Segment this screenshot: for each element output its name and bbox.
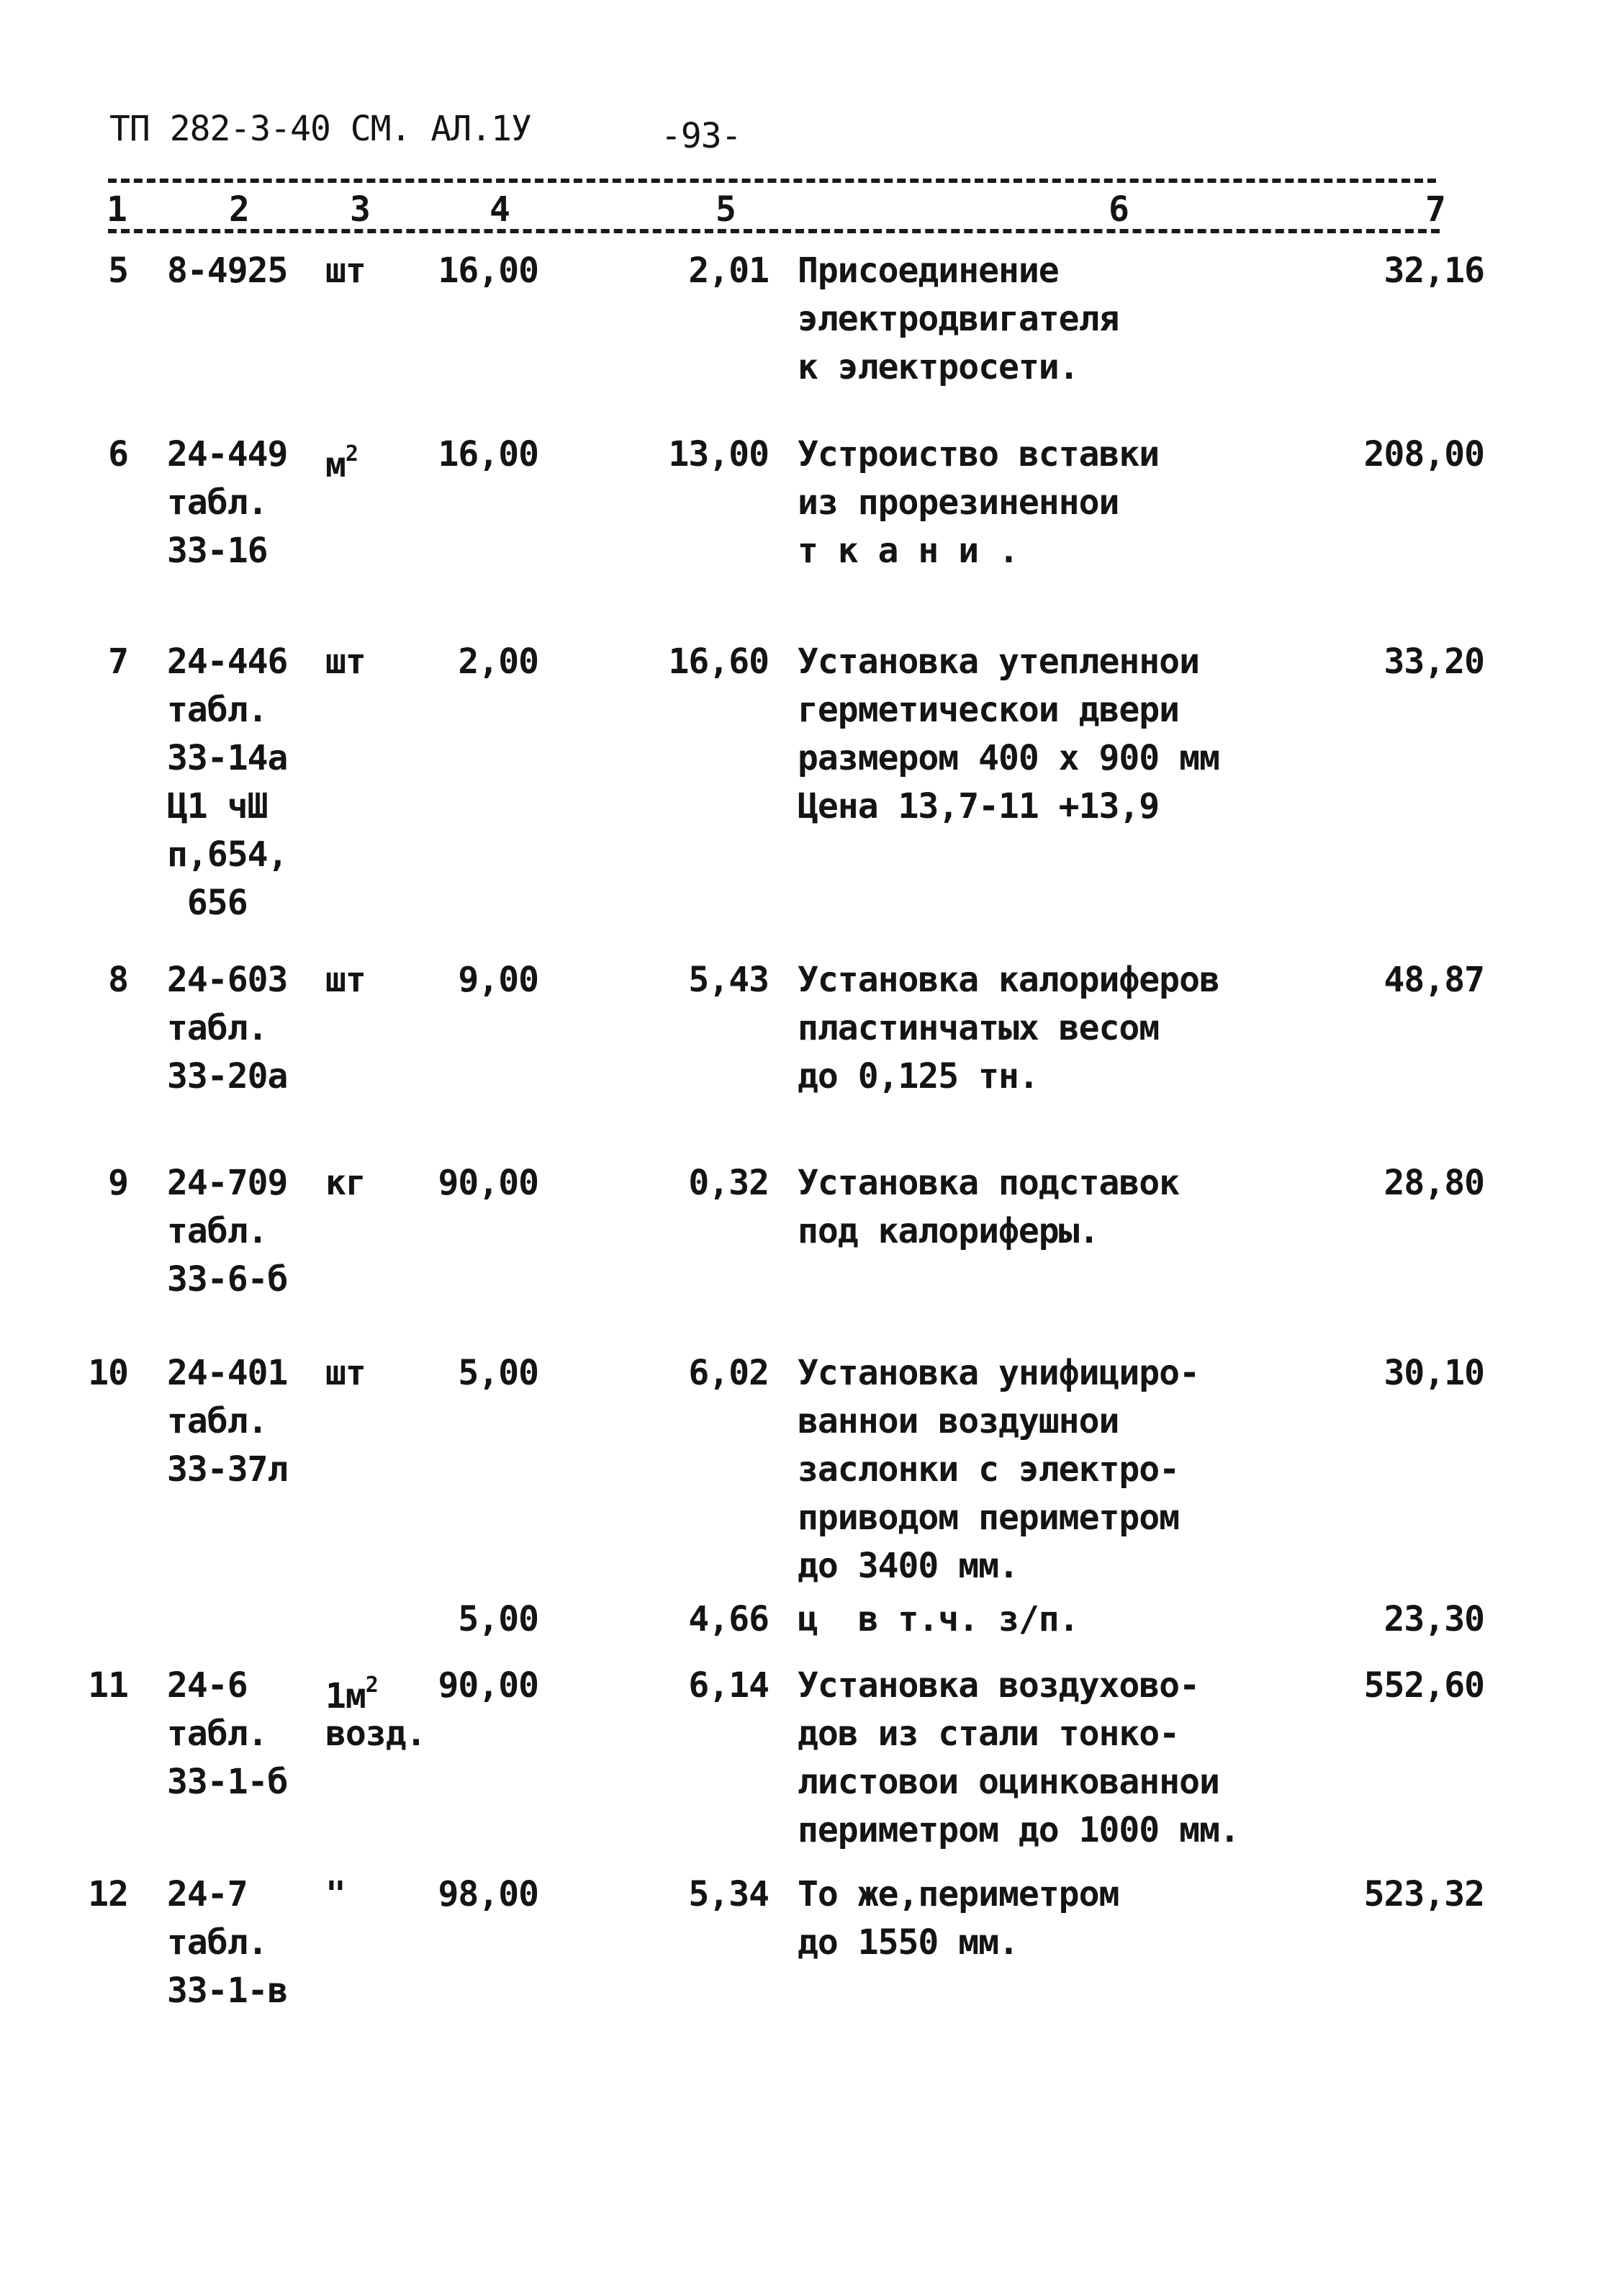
- rate-code: 24-7: [167, 1874, 248, 1914]
- row-number: 8: [108, 960, 128, 1000]
- col-header-7: 7: [1425, 189, 1445, 230]
- work-description: герметическои двери: [798, 690, 1180, 730]
- unit-of-measure: шт: [325, 251, 366, 291]
- quantity: 9,00: [458, 960, 538, 1000]
- unit-price: 6,02: [688, 1353, 769, 1393]
- rate-code: табл.: [167, 1008, 268, 1048]
- col-header-5: 5: [716, 189, 736, 230]
- rate-code: 33-37л: [167, 1449, 288, 1490]
- line-total: 30,10: [1383, 1353, 1484, 1393]
- rate-code: табл.: [167, 690, 268, 730]
- quantity: 2,00: [458, 641, 538, 682]
- quantity: 5,00: [458, 1599, 538, 1639]
- work-description: Установка утепленнои: [798, 641, 1199, 682]
- work-description: ваннои воздушнои: [798, 1401, 1119, 1441]
- rate-code: 33-14а: [167, 738, 288, 778]
- quantity: 16,00: [438, 251, 538, 291]
- rate-code: табл.: [167, 482, 268, 523]
- unit-price: 2,01: [688, 251, 769, 291]
- work-description: ц в т.ч. з/п.: [798, 1599, 1079, 1639]
- line-total: 32,16: [1383, 251, 1484, 291]
- work-description: периметром до 1000 мм.: [798, 1810, 1240, 1850]
- work-description: дов из стали тонко-: [798, 1714, 1180, 1754]
- work-description: под калориферы.: [798, 1211, 1099, 1251]
- line-total: 208,00: [1363, 434, 1484, 474]
- rate-code: 24-6: [167, 1665, 248, 1706]
- work-description: до 1550 мм.: [798, 1922, 1019, 1963]
- rate-code: табл.: [167, 1211, 268, 1251]
- col-header-4: 4: [489, 189, 510, 230]
- rate-code: табл.: [167, 1714, 268, 1754]
- header-rule-bottom: [108, 229, 1440, 233]
- line-total: 523,32: [1363, 1874, 1484, 1914]
- unit-of-measure: возд.: [325, 1714, 426, 1754]
- work-description: Цена 13,7-11 +13,9: [798, 786, 1160, 827]
- doc-reference: ТП 282-3-40 СМ. АЛ.1У: [109, 109, 531, 149]
- unit-superscript: 2: [365, 1673, 378, 1698]
- unit-price: 5,43: [688, 960, 769, 1000]
- rate-code: табл.: [167, 1401, 268, 1441]
- unit-price: 5,34: [688, 1874, 769, 1914]
- header-rule-top: [108, 179, 1436, 183]
- quantity: 5,00: [458, 1353, 538, 1393]
- unit-of-measure: шт: [325, 960, 366, 1000]
- line-total: 33,20: [1383, 641, 1484, 682]
- row-number: 9: [108, 1163, 128, 1203]
- unit-price: 0,32: [688, 1163, 769, 1203]
- col-header-2: 2: [229, 189, 249, 230]
- rate-code: 33-1-в: [167, 1971, 288, 2011]
- rate-code: 33-20а: [167, 1056, 288, 1097]
- work-description: т к а н и .: [798, 531, 1019, 571]
- rate-code: п,654,: [167, 834, 288, 875]
- quantity: 16,00: [438, 434, 538, 474]
- work-description: листовои оцинкованнои: [798, 1762, 1219, 1802]
- rate-code: табл.: [167, 1922, 268, 1963]
- unit-price: 6,14: [688, 1665, 769, 1706]
- rate-code: Ц1 чШ: [167, 786, 268, 827]
- row-number: 12: [88, 1874, 128, 1914]
- work-description: к электросети.: [798, 347, 1079, 387]
- unit-of-measure: $м^2$: [325, 441, 358, 485]
- work-description: Установка подставок: [798, 1163, 1180, 1203]
- work-description: Установка унифициро-: [798, 1353, 1199, 1393]
- row-number: 7: [108, 641, 128, 682]
- rate-code: 33-1-б: [167, 1762, 288, 1802]
- work-description: до 0,125 тн.: [798, 1056, 1039, 1097]
- row-number: 6: [108, 434, 128, 474]
- work-description: Установка воздухово-: [798, 1665, 1199, 1706]
- unit-of-measure: шт: [325, 641, 366, 682]
- unit-superscript: 2: [345, 441, 358, 467]
- quantity: 90,00: [438, 1163, 538, 1203]
- work-description: Устроиство вставки: [798, 434, 1160, 474]
- rate-code: 24-709: [167, 1163, 288, 1203]
- unit-of-measure: $1м^2$: [325, 1673, 378, 1716]
- work-description: Установка калориферов: [798, 960, 1219, 1000]
- row-number: 11: [88, 1665, 128, 1706]
- row-number: 5: [108, 251, 128, 291]
- work-description: из прорезиненнои: [798, 482, 1119, 523]
- line-total: 28,80: [1383, 1163, 1484, 1203]
- unit-of-measure: ": [325, 1874, 346, 1914]
- col-header-6: 6: [1109, 189, 1129, 230]
- row-number: 10: [88, 1353, 128, 1393]
- unit-price: 16,60: [668, 641, 769, 682]
- unit-price: 4,66: [688, 1599, 769, 1639]
- rate-code: 24-603: [167, 960, 288, 1000]
- col-header-1: 1: [107, 189, 127, 230]
- work-description: до 3400 мм.: [798, 1546, 1019, 1586]
- work-description: заслонки с электро-: [798, 1449, 1180, 1490]
- line-total: 552,60: [1363, 1665, 1484, 1706]
- col-header-3: 3: [350, 189, 370, 230]
- unit-of-measure: кг: [325, 1163, 366, 1203]
- unit-price: 13,00: [668, 434, 769, 474]
- rate-code: 33-16: [167, 531, 268, 571]
- line-total: 23,30: [1383, 1599, 1484, 1639]
- rate-code: 8-4925: [167, 251, 288, 291]
- rate-code: 33-6-б: [167, 1259, 288, 1300]
- rate-code: 24-446: [167, 641, 288, 682]
- quantity: 98,00: [438, 1874, 538, 1914]
- quantity: 90,00: [438, 1665, 538, 1706]
- work-description: приводом периметром: [798, 1498, 1180, 1538]
- work-description: То же,периметром: [798, 1874, 1119, 1914]
- page-number: -93-: [661, 116, 741, 156]
- work-description: пластинчатых весом: [798, 1008, 1160, 1048]
- rate-code: 24-401: [167, 1353, 288, 1393]
- rate-code: 24-449: [167, 434, 288, 474]
- rate-code: 656: [167, 883, 248, 923]
- work-description: электродвигателя: [798, 299, 1119, 339]
- work-description: размером 400 х 900 мм: [798, 738, 1219, 778]
- line-total: 48,87: [1383, 960, 1484, 1000]
- work-description: Присоединение: [798, 251, 1059, 291]
- unit-of-measure: шт: [325, 1353, 366, 1393]
